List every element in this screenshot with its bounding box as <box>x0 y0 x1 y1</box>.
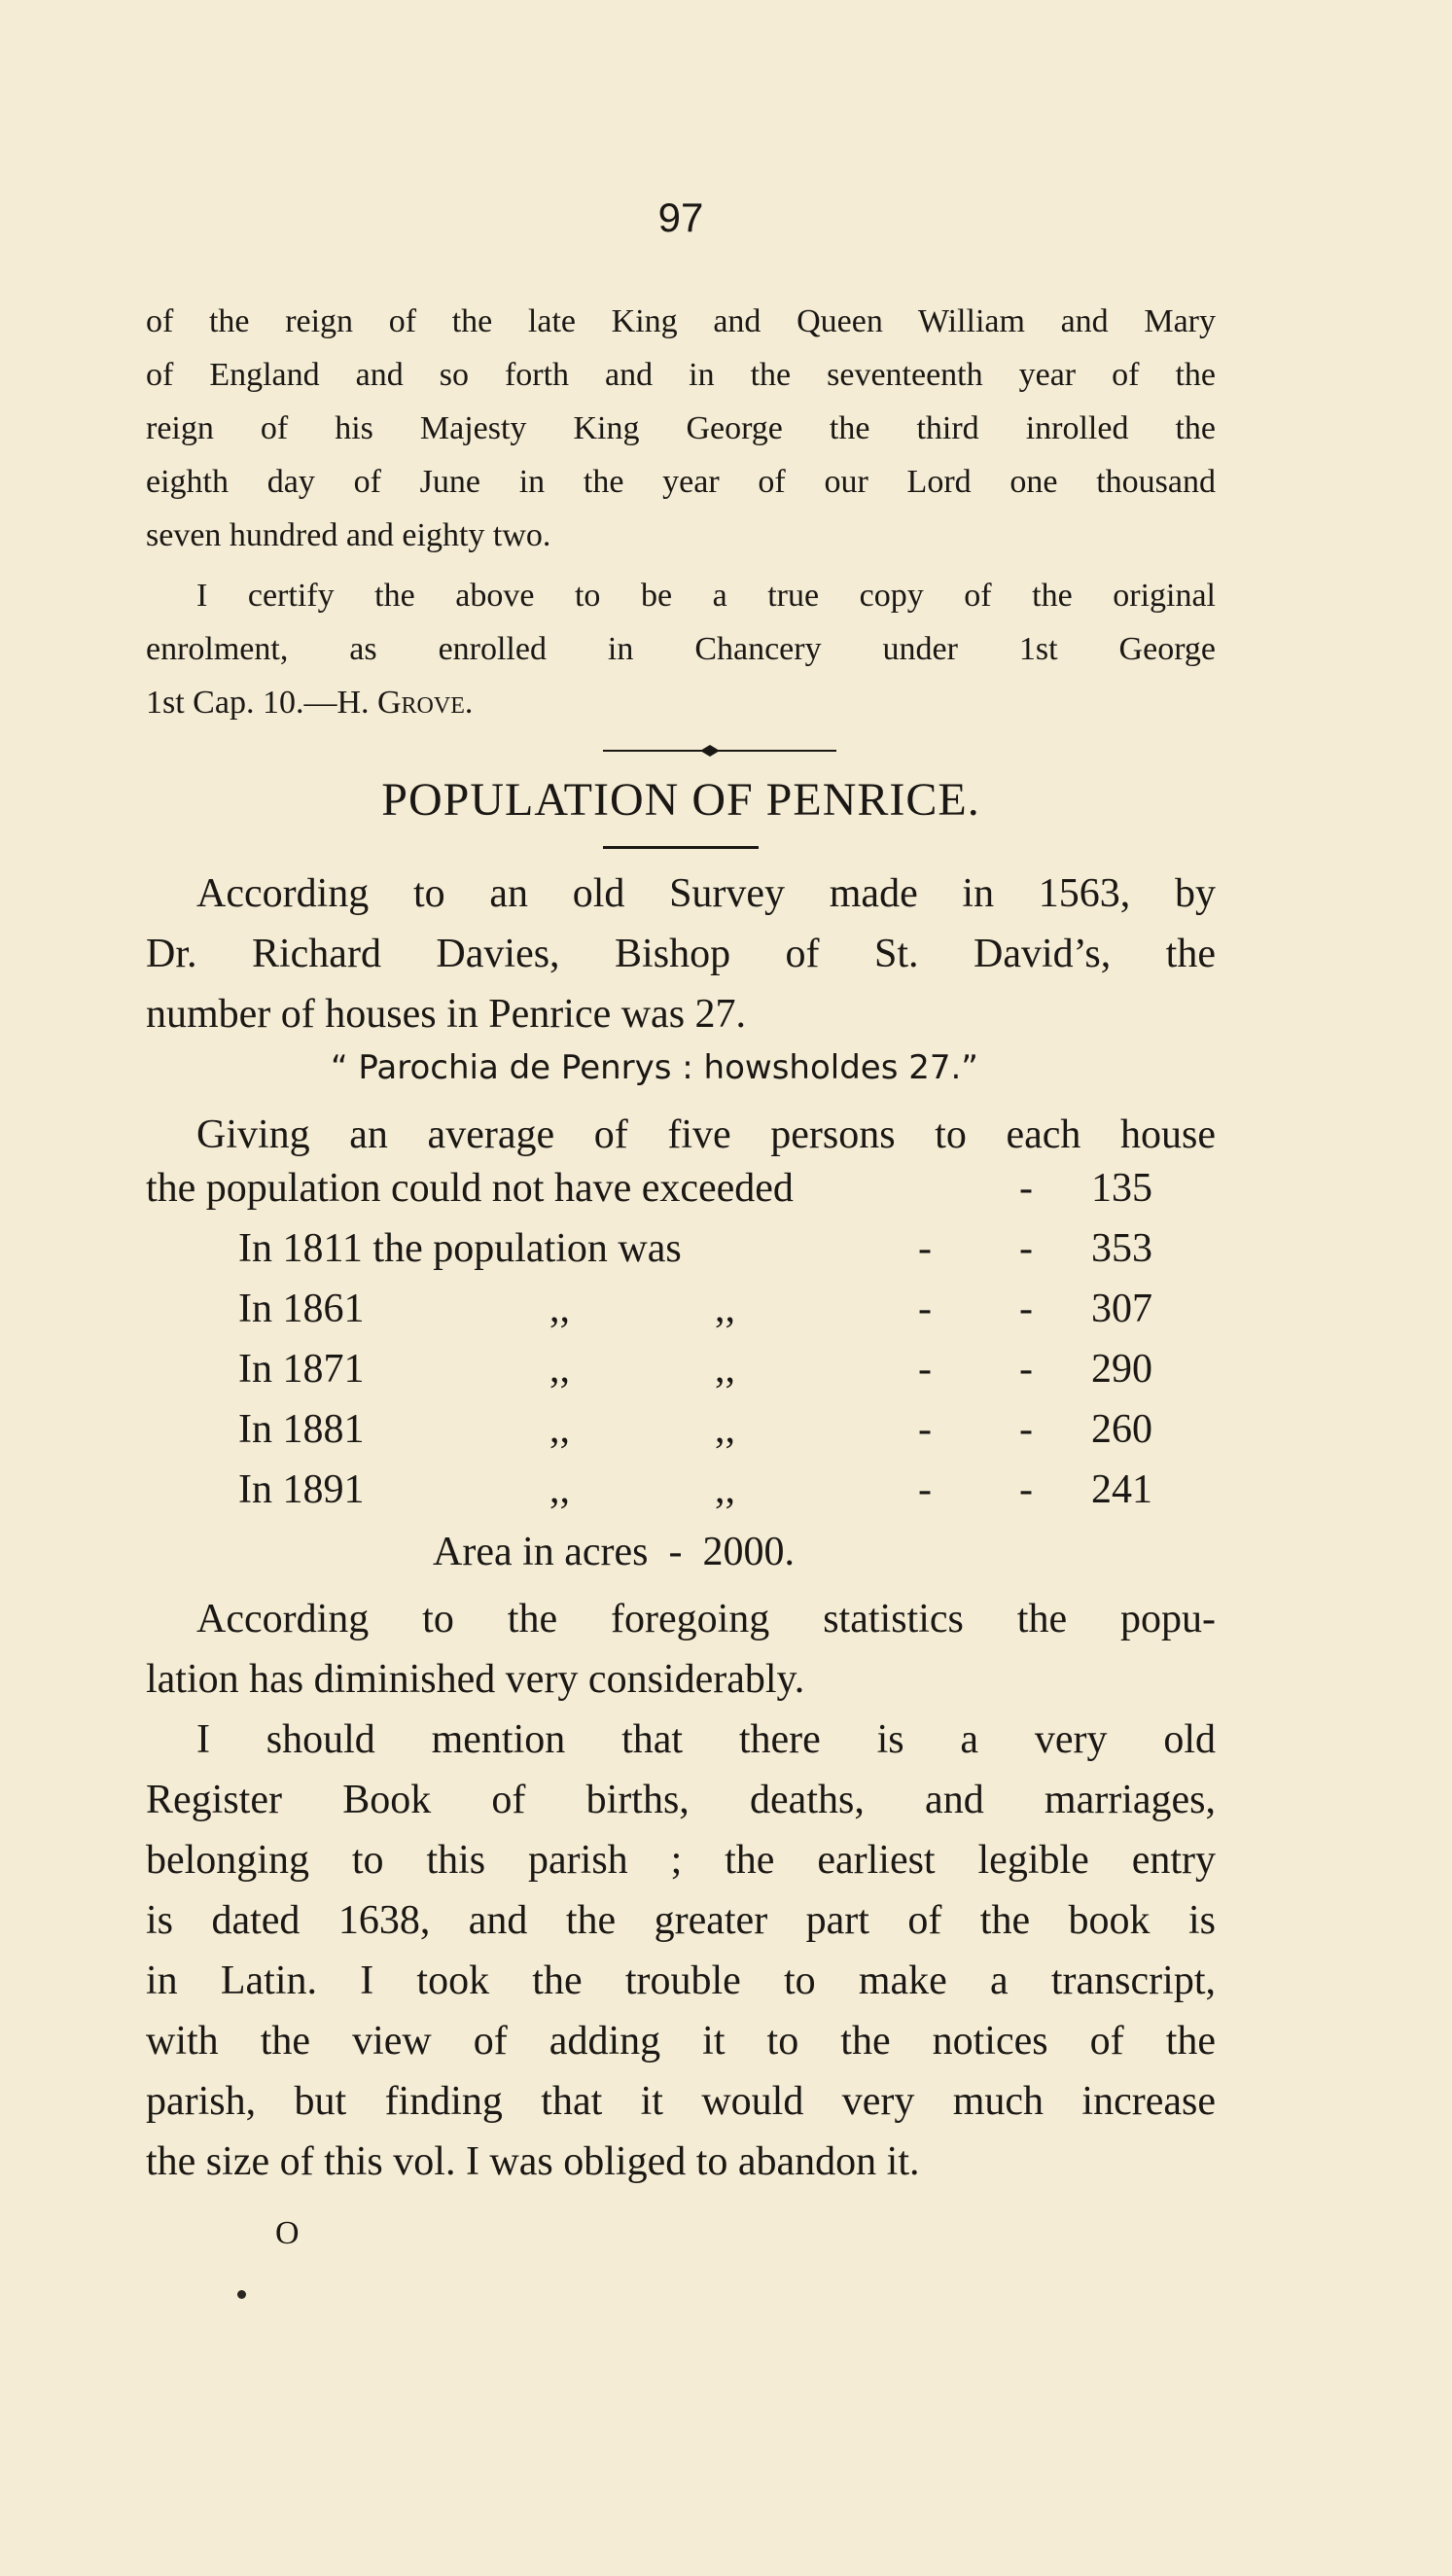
row-ditto: ,, <box>715 1467 735 1512</box>
row-dash: - <box>1019 1467 1033 1512</box>
row-ditto: ,, <box>715 1347 735 1392</box>
table-row <box>0 1286 1452 1346</box>
intro-line: reign of his Majesty King George the third inrolled the <box>146 410 1216 446</box>
row-dash: - <box>1019 1166 1033 1211</box>
intro-line: eighth day of June in the year of our Lord one thousand <box>146 464 1216 500</box>
row-label: In 1881 <box>238 1407 365 1452</box>
row-dash: - <box>1019 1226 1033 1271</box>
table-row <box>0 1346 1452 1406</box>
ornamental-rule <box>603 741 836 760</box>
signature-grove: Grove. <box>377 685 474 721</box>
row-label: In 1811 the population was <box>238 1226 682 1271</box>
signature-mark: O <box>275 2215 300 2251</box>
conclusion-line: According to the foregoing statistics the popu- <box>196 1597 1216 1641</box>
heading-underline <box>603 846 759 849</box>
certify-line: I certify the above to be a true copy of the original <box>196 578 1216 614</box>
row-label: In 1871 <box>238 1347 365 1392</box>
row-value: 290 <box>1091 1347 1152 1392</box>
latin-quote: “ Parochia de Penrys : howsholdes 27.” <box>331 1048 978 1087</box>
row-dash: - <box>918 1407 932 1452</box>
certify-line: enrolment, as enrolled in Chancery under 1st George <box>146 631 1216 667</box>
row-ditto: ,, <box>549 1407 570 1452</box>
row-dash: - <box>918 1226 932 1271</box>
row-ditto: ,, <box>715 1407 735 1452</box>
row-value: 353 <box>1091 1226 1152 1271</box>
row-label: In 1861 <box>238 1287 365 1331</box>
table-row <box>0 1165 1452 1225</box>
register-line: parish, but finding that it would very much increase <box>146 2079 1216 2124</box>
register-line: is dated 1638, and the greater part of the book is <box>146 1898 1216 1943</box>
survey-line: Dr. Richard Davies, Bishop of St. David’s, the <box>146 932 1216 976</box>
row-ditto: ,, <box>549 1347 570 1392</box>
row-dash: - <box>1019 1347 1033 1392</box>
survey-line: number of houses in Penrice was 27. <box>146 992 747 1037</box>
area-line: Area in acres - 2000. <box>433 1530 796 1574</box>
row-ditto: ,, <box>715 1287 735 1331</box>
row-ditto: ,, <box>549 1467 570 1512</box>
row-label: In 1891 <box>238 1467 365 1512</box>
row-value: 307 <box>1091 1287 1152 1331</box>
row-dash: - <box>1019 1407 1033 1452</box>
conclusion-line: lation has diminished very considerably. <box>146 1657 805 1702</box>
average-line: Giving an average of five persons to each house <box>196 1112 1216 1157</box>
ink-dot <box>237 2290 246 2299</box>
table-row <box>0 1225 1452 1286</box>
row-dash: - <box>1019 1287 1033 1331</box>
register-line: I should mention that there is a very old <box>196 1717 1216 1762</box>
survey-line: According to an old Survey made in 1563, by <box>196 871 1216 916</box>
row-ditto: ,, <box>549 1287 570 1331</box>
register-line: the size of this vol. I was obliged to abandon it. <box>146 2139 920 2184</box>
row-dash: - <box>918 1287 932 1331</box>
intro-line: of the reign of the late King and Queen William and Mary <box>146 303 1216 339</box>
certify-last-line <box>146 676 1216 729</box>
register-line: with the view of adding it to the notices of the <box>146 2019 1216 2064</box>
row-value: 260 <box>1091 1407 1152 1452</box>
intro-line: seven hundred and eighty two. <box>146 517 551 553</box>
register-line: in Latin. I took the trouble to make a transcript, <box>146 1958 1216 2003</box>
register-line: belonging to this parish ; the earliest legible entry <box>146 1838 1216 1883</box>
table-row <box>0 1466 1452 1527</box>
row-label: the population could not have exceeded <box>146 1166 794 1211</box>
certify-last: 1st Cap. 10.—H. <box>146 685 370 721</box>
section-heading: POPULATION OF PENRICE. <box>381 774 980 826</box>
register-line: Register Book of births, deaths, and marriages, <box>146 1778 1216 1822</box>
row-value: 241 <box>1091 1467 1152 1512</box>
page-number: 97 <box>657 194 704 240</box>
row-dash: - <box>918 1467 932 1512</box>
intro-line: of England and so forth and in the seventeenth year of the <box>146 357 1216 393</box>
row-value: 135 <box>1091 1166 1152 1211</box>
table-row <box>0 1406 1452 1466</box>
row-dash: - <box>918 1347 932 1392</box>
